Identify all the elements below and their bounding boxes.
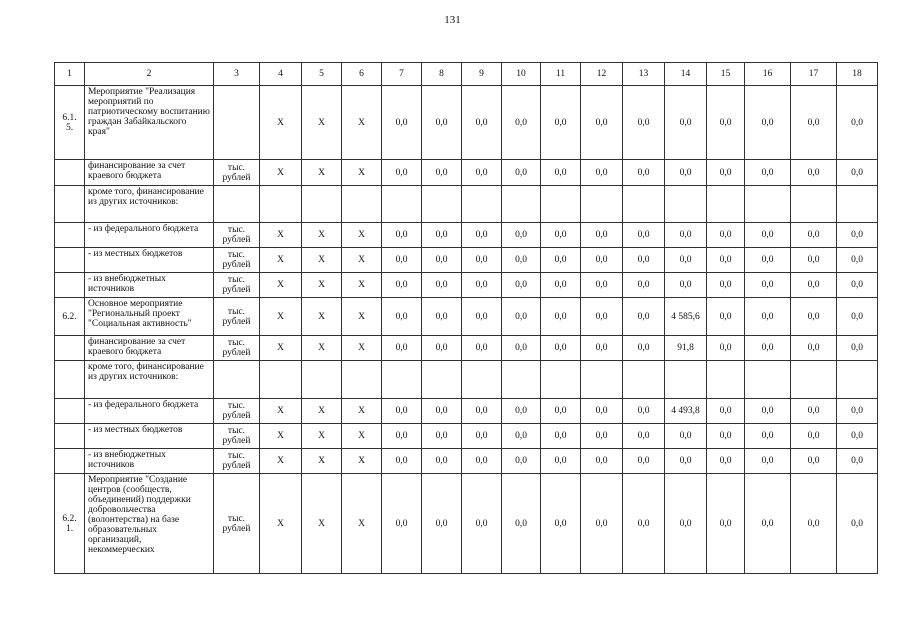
- value-cell: 0,0: [623, 399, 665, 424]
- value-cell: 0,0: [623, 223, 665, 248]
- value-cell: 0,0: [422, 248, 462, 273]
- value-cell: [837, 361, 878, 399]
- value-cell: 0,0: [791, 449, 837, 474]
- value-cell: 0,0: [837, 336, 878, 361]
- row-code: 6.1. 5.: [55, 86, 85, 160]
- value-cell: [665, 186, 707, 223]
- value-cell: 0,0: [382, 86, 422, 160]
- value-cell: 0,0: [623, 273, 665, 298]
- value-cell: 0,0: [462, 223, 502, 248]
- column-number: 4: [260, 63, 302, 86]
- value-cell: 0,0: [422, 336, 462, 361]
- value-cell: 0,0: [791, 223, 837, 248]
- value-cell: [342, 186, 382, 223]
- value-cell: 0,0: [581, 336, 623, 361]
- value-cell: 0,0: [462, 273, 502, 298]
- value-cell: X: [260, 399, 302, 424]
- value-cell: X: [260, 86, 302, 160]
- value-cell: X: [302, 223, 342, 248]
- value-cell: 0,0: [462, 474, 502, 574]
- value-cell: 0,0: [745, 449, 791, 474]
- row-name: кроме того, финансирование из других источников:: [85, 361, 214, 399]
- value-cell: X: [342, 223, 382, 248]
- row-code: [55, 248, 85, 273]
- value-cell: 0,0: [581, 223, 623, 248]
- value-cell: 91,8: [665, 336, 707, 361]
- value-cell: 0,0: [665, 160, 707, 186]
- value-cell: 0,0: [422, 424, 462, 449]
- value-cell: 0,0: [502, 298, 541, 336]
- value-cell: X: [260, 424, 302, 449]
- value-cell: 0,0: [502, 160, 541, 186]
- value-cell: X: [342, 248, 382, 273]
- value-cell: [382, 361, 422, 399]
- value-cell: [541, 361, 581, 399]
- value-cell: X: [302, 248, 342, 273]
- row-name: Основное мероприятие "Региональный проект "Социальная активность": [85, 298, 214, 336]
- value-cell: 0,0: [382, 298, 422, 336]
- value-cell: 0,0: [382, 223, 422, 248]
- row-name: финансирование за счет краевого бюджета: [85, 336, 214, 361]
- value-cell: 0,0: [623, 160, 665, 186]
- value-cell: 0,0: [382, 449, 422, 474]
- column-number: 18: [837, 63, 878, 86]
- value-cell: 0,0: [837, 86, 878, 160]
- value-cell: 0,0: [422, 399, 462, 424]
- value-cell: 0,0: [462, 248, 502, 273]
- value-cell: 0,0: [541, 298, 581, 336]
- value-cell: 0,0: [541, 160, 581, 186]
- value-cell: X: [260, 273, 302, 298]
- value-cell: 0,0: [707, 160, 745, 186]
- value-cell: 0,0: [837, 474, 878, 574]
- value-cell: [260, 186, 302, 223]
- value-cell: 0,0: [707, 86, 745, 160]
- value-cell: 0,0: [541, 86, 581, 160]
- value-cell: X: [342, 336, 382, 361]
- row-unit: [214, 86, 260, 160]
- row-name: Мероприятие "Создание центров (сообществ, объединений) поддержки добровольчества (волонтерства) на базе образовательных организаций, некоммерческих: [85, 474, 214, 574]
- value-cell: 0,0: [462, 399, 502, 424]
- table-row: [55, 273, 878, 298]
- row-name: - из местных бюджетов: [85, 248, 214, 273]
- value-cell: X: [302, 273, 342, 298]
- value-cell: 0,0: [707, 298, 745, 336]
- value-cell: 0,0: [541, 248, 581, 273]
- value-cell: 0,0: [541, 449, 581, 474]
- value-cell: 0,0: [791, 273, 837, 298]
- value-cell: X: [260, 160, 302, 186]
- value-cell: 0,0: [502, 248, 541, 273]
- value-cell: [581, 361, 623, 399]
- value-cell: X: [302, 298, 342, 336]
- value-cell: 0,0: [745, 223, 791, 248]
- value-cell: 0,0: [502, 449, 541, 474]
- value-cell: 0,0: [745, 298, 791, 336]
- value-cell: 0,0: [382, 399, 422, 424]
- value-cell: 0,0: [462, 449, 502, 474]
- column-number: 15: [707, 63, 745, 86]
- value-cell: 0,0: [541, 424, 581, 449]
- value-cell: 0,0: [502, 474, 541, 574]
- value-cell: 0,0: [837, 424, 878, 449]
- value-cell: [791, 186, 837, 223]
- column-number: 11: [541, 63, 581, 86]
- value-cell: 0,0: [422, 449, 462, 474]
- column-number: 1: [55, 63, 85, 86]
- value-cell: [462, 361, 502, 399]
- value-cell: 0,0: [791, 336, 837, 361]
- value-cell: 0,0: [837, 449, 878, 474]
- row-code: [55, 160, 85, 186]
- value-cell: [462, 186, 502, 223]
- value-cell: 0,0: [665, 449, 707, 474]
- value-cell: 0,0: [422, 86, 462, 160]
- value-cell: 0,0: [462, 160, 502, 186]
- row-unit: тыс. рублей: [214, 399, 260, 424]
- value-cell: [422, 186, 462, 223]
- column-number: 12: [581, 63, 623, 86]
- row-unit: тыс. рублей: [214, 474, 260, 574]
- value-cell: [422, 361, 462, 399]
- value-cell: 0,0: [382, 273, 422, 298]
- value-cell: 0,0: [623, 474, 665, 574]
- value-cell: 4 585,6: [665, 298, 707, 336]
- row-code: [55, 273, 85, 298]
- value-cell: 0,0: [382, 424, 422, 449]
- row-name: - из внебюджетных источников: [85, 273, 214, 298]
- value-cell: [581, 186, 623, 223]
- row-unit: тыс. рублей: [214, 449, 260, 474]
- value-cell: 0,0: [837, 248, 878, 273]
- value-cell: 0,0: [791, 424, 837, 449]
- value-cell: X: [302, 424, 342, 449]
- value-cell: 0,0: [502, 223, 541, 248]
- value-cell: 0,0: [707, 223, 745, 248]
- value-cell: 0,0: [665, 273, 707, 298]
- value-cell: 0,0: [791, 474, 837, 574]
- value-cell: 0,0: [541, 474, 581, 574]
- value-cell: [342, 361, 382, 399]
- value-cell: 0,0: [541, 223, 581, 248]
- budget-table: [54, 62, 878, 574]
- value-cell: 0,0: [581, 273, 623, 298]
- row-name: кроме того, финансирование из других источников:: [85, 186, 214, 223]
- row-unit: тыс. рублей: [214, 273, 260, 298]
- value-cell: X: [260, 298, 302, 336]
- value-cell: [502, 186, 541, 223]
- value-cell: 0,0: [462, 86, 502, 160]
- table-body: [55, 63, 878, 574]
- value-cell: 0,0: [422, 298, 462, 336]
- row-code: [55, 186, 85, 223]
- value-cell: 0,0: [707, 273, 745, 298]
- value-cell: 0,0: [581, 298, 623, 336]
- value-cell: 0,0: [745, 248, 791, 273]
- value-cell: 0,0: [462, 424, 502, 449]
- column-number: 3: [214, 63, 260, 86]
- value-cell: X: [342, 474, 382, 574]
- value-cell: X: [302, 449, 342, 474]
- row-code: [55, 223, 85, 248]
- table-row: [55, 361, 878, 399]
- value-cell: 0,0: [541, 399, 581, 424]
- column-number: 17: [791, 63, 837, 86]
- table-row: [55, 399, 878, 424]
- row-name: - из местных бюджетов: [85, 424, 214, 449]
- row-code: [55, 449, 85, 474]
- column-number: 8: [422, 63, 462, 86]
- value-cell: X: [342, 298, 382, 336]
- value-cell: 0,0: [791, 248, 837, 273]
- value-cell: 0,0: [502, 424, 541, 449]
- value-cell: 0,0: [382, 336, 422, 361]
- value-cell: X: [302, 399, 342, 424]
- value-cell: 0,0: [665, 223, 707, 248]
- value-cell: [745, 361, 791, 399]
- value-cell: 0,0: [502, 336, 541, 361]
- value-cell: 0,0: [623, 449, 665, 474]
- value-cell: 0,0: [382, 474, 422, 574]
- column-number: 16: [745, 63, 791, 86]
- value-cell: 0,0: [581, 474, 623, 574]
- value-cell: 0,0: [623, 248, 665, 273]
- row-code: [55, 361, 85, 399]
- value-cell: 0,0: [707, 424, 745, 449]
- column-number: 14: [665, 63, 707, 86]
- value-cell: X: [260, 248, 302, 273]
- value-cell: [541, 186, 581, 223]
- value-cell: 0,0: [791, 160, 837, 186]
- value-cell: [707, 186, 745, 223]
- row-name: финансирование за счет краевого бюджета: [85, 160, 214, 186]
- table-row: [55, 223, 878, 248]
- value-cell: 0,0: [462, 298, 502, 336]
- value-cell: 0,0: [422, 474, 462, 574]
- value-cell: 0,0: [665, 86, 707, 160]
- value-cell: 0,0: [707, 449, 745, 474]
- value-cell: 0,0: [791, 86, 837, 160]
- value-cell: 0,0: [665, 248, 707, 273]
- row-name: - из федерального бюджета: [85, 223, 214, 248]
- value-cell: X: [342, 86, 382, 160]
- value-cell: [707, 361, 745, 399]
- value-cell: X: [302, 336, 342, 361]
- value-cell: 0,0: [623, 424, 665, 449]
- value-cell: 0,0: [581, 399, 623, 424]
- value-cell: [623, 186, 665, 223]
- value-cell: [260, 361, 302, 399]
- value-cell: X: [260, 223, 302, 248]
- value-cell: 0,0: [745, 474, 791, 574]
- row-unit: тыс. рублей: [214, 298, 260, 336]
- value-cell: 0,0: [581, 424, 623, 449]
- value-cell: [302, 186, 342, 223]
- value-cell: [382, 186, 422, 223]
- row-unit: тыс. рублей: [214, 336, 260, 361]
- value-cell: 0,0: [791, 399, 837, 424]
- table-row: [55, 86, 878, 160]
- value-cell: 0,0: [581, 86, 623, 160]
- row-name: - из федерального бюджета: [85, 399, 214, 424]
- value-cell: 0,0: [837, 298, 878, 336]
- value-cell: 0,0: [745, 273, 791, 298]
- value-cell: X: [342, 424, 382, 449]
- value-cell: 0,0: [502, 273, 541, 298]
- table-row: [55, 186, 878, 223]
- column-number: 2: [85, 63, 214, 86]
- row-unit: тыс. рублей: [214, 424, 260, 449]
- value-cell: 0,0: [502, 86, 541, 160]
- value-cell: 0,0: [422, 160, 462, 186]
- value-cell: [745, 186, 791, 223]
- value-cell: 0,0: [382, 248, 422, 273]
- value-cell: X: [302, 86, 342, 160]
- table-row: [55, 474, 878, 574]
- value-cell: 0,0: [745, 160, 791, 186]
- value-cell: 0,0: [745, 336, 791, 361]
- value-cell: 0,0: [837, 399, 878, 424]
- value-cell: 0,0: [745, 399, 791, 424]
- value-cell: 0,0: [581, 449, 623, 474]
- row-code: [55, 399, 85, 424]
- value-cell: 0,0: [745, 424, 791, 449]
- row-unit: [214, 186, 260, 223]
- value-cell: 0,0: [623, 336, 665, 361]
- column-number: 13: [623, 63, 665, 86]
- table-row: [55, 449, 878, 474]
- value-cell: X: [260, 474, 302, 574]
- value-cell: 0,0: [791, 298, 837, 336]
- value-cell: [623, 361, 665, 399]
- value-cell: 0,0: [541, 273, 581, 298]
- value-cell: 0,0: [462, 336, 502, 361]
- column-number: 9: [462, 63, 502, 86]
- value-cell: 0,0: [541, 336, 581, 361]
- value-cell: X: [342, 273, 382, 298]
- value-cell: 0,0: [422, 273, 462, 298]
- row-unit: тыс. рублей: [214, 248, 260, 273]
- value-cell: 0,0: [502, 399, 541, 424]
- row-unit: тыс. рублей: [214, 223, 260, 248]
- table-row: [55, 298, 878, 336]
- value-cell: 0,0: [837, 273, 878, 298]
- table-row: [55, 248, 878, 273]
- value-cell: 0,0: [422, 223, 462, 248]
- value-cell: 0,0: [707, 248, 745, 273]
- value-cell: [302, 361, 342, 399]
- value-cell: [665, 361, 707, 399]
- column-number: 7: [382, 63, 422, 86]
- value-cell: [791, 361, 837, 399]
- row-code: [55, 336, 85, 361]
- value-cell: X: [342, 449, 382, 474]
- row-name: - из внебюджетных источников: [85, 449, 214, 474]
- value-cell: [502, 361, 541, 399]
- column-number: 5: [302, 63, 342, 86]
- value-cell: [837, 186, 878, 223]
- value-cell: X: [302, 474, 342, 574]
- row-unit: [214, 361, 260, 399]
- column-number: 6: [342, 63, 382, 86]
- table-row: [55, 160, 878, 186]
- row-code: [55, 424, 85, 449]
- row-unit: тыс. рублей: [214, 160, 260, 186]
- value-cell: 0,0: [745, 86, 791, 160]
- table-row: [55, 424, 878, 449]
- value-cell: X: [342, 399, 382, 424]
- value-cell: 4 493,8: [665, 399, 707, 424]
- table-row: [55, 336, 878, 361]
- column-number-row: [55, 63, 878, 86]
- value-cell: 0,0: [837, 160, 878, 186]
- column-number: 10: [502, 63, 541, 86]
- value-cell: 0,0: [382, 160, 422, 186]
- value-cell: 0,0: [623, 298, 665, 336]
- value-cell: 0,0: [665, 424, 707, 449]
- value-cell: 0,0: [623, 86, 665, 160]
- value-cell: X: [342, 160, 382, 186]
- value-cell: 0,0: [581, 248, 623, 273]
- value-cell: X: [260, 336, 302, 361]
- row-name: Мероприятие "Реализация мероприятий по патриотическому воспитанию граждан Забайкальского края": [85, 86, 214, 160]
- value-cell: 0,0: [707, 399, 745, 424]
- value-cell: 0,0: [581, 160, 623, 186]
- value-cell: X: [260, 449, 302, 474]
- page-number: 131: [444, 14, 461, 26]
- value-cell: 0,0: [837, 223, 878, 248]
- row-code: 6.2. 1.: [55, 474, 85, 574]
- value-cell: 0,0: [665, 474, 707, 574]
- value-cell: X: [302, 160, 342, 186]
- row-code: 6.2.: [55, 298, 85, 336]
- value-cell: 0,0: [707, 474, 745, 574]
- value-cell: 0,0: [707, 336, 745, 361]
